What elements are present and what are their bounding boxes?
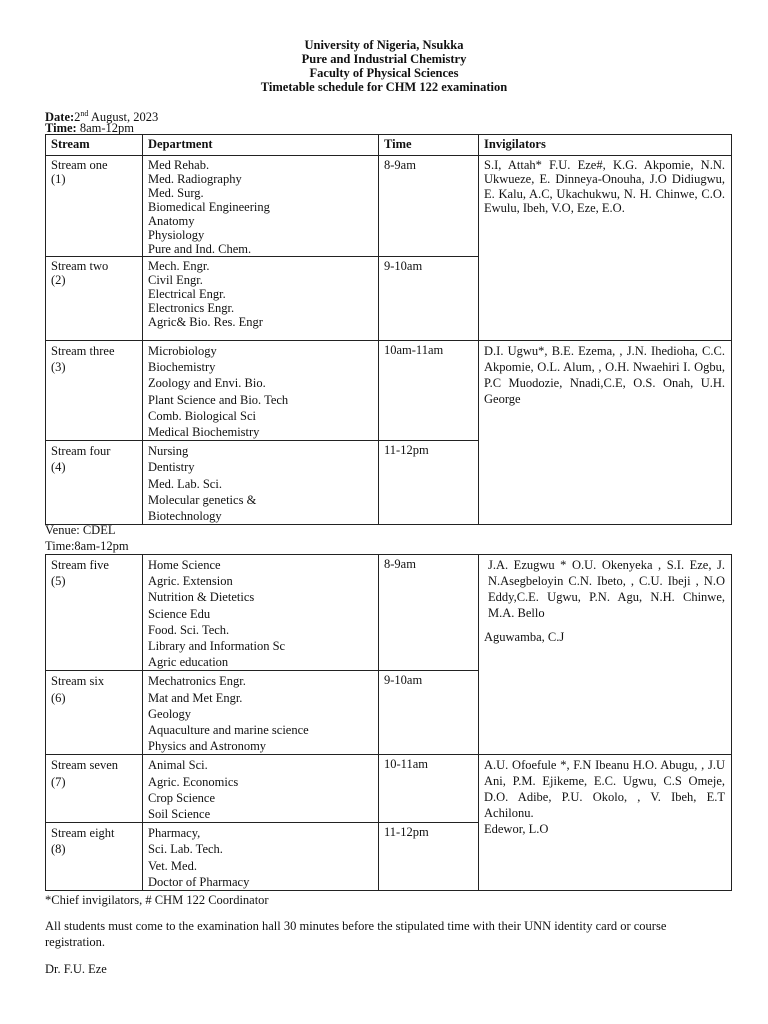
invigilators-cell [479, 755, 732, 891]
signature: Dr. F.U. Eze [45, 962, 107, 976]
table-header-row [46, 135, 732, 156]
department-cell [143, 341, 379, 441]
time-cell: 10-11am [379, 755, 479, 823]
department-item: Comb. Biological Sci [148, 408, 256, 423]
stream-name: Stream two [51, 259, 109, 273]
invigilators-list: A.U. Ofoefule *, F.N Ibeanu H.O. Abugu, , J.U Ani, P.M. Ejikeme, E.C. Ugwu, C.S Omeje, D.O. Adibe, P.U. Okolo, , V. Ibeh, E.T Achilonu. [484, 758, 725, 821]
department-item: Anatomy [148, 214, 195, 228]
department-item: Microbiology [148, 344, 217, 358]
department-item: Library and Information Sc [148, 639, 286, 654]
stream-number: (3) [51, 360, 66, 375]
department-item: Doctor of Pharmacy [148, 874, 250, 889]
department-item: Zoology and Envi. Bio. [148, 376, 266, 391]
department-item: Mech. Engr. [148, 259, 210, 273]
department-item: Med. Surg. [148, 186, 204, 200]
department-item: Agric education [148, 655, 229, 670]
stream-cell [46, 755, 143, 823]
department-cell [143, 257, 379, 341]
stream-number: (4) [51, 460, 66, 475]
department-item: Dentistry [148, 460, 195, 475]
department-name: Pure and Industrial Chemistry [301, 52, 467, 66]
time-value: 8am-12pm [76, 121, 135, 135]
stream-name: Stream six [51, 674, 105, 689]
col-header-invigilators: Invigilators [479, 135, 732, 156]
department-item: Vet. Med. [148, 858, 197, 873]
timetable-part-two [45, 554, 732, 891]
stream-name: Stream one [51, 158, 108, 172]
time-cell: 8-9am [379, 156, 479, 257]
stream-name: Stream three [51, 344, 115, 358]
department-item: Med. Radiography [148, 172, 242, 186]
stream-number: (2) [51, 273, 66, 287]
department-item: Medical Biochemistry [148, 425, 260, 440]
invigilators-extra: Edewor, L.O [484, 822, 549, 837]
department-item: Nutrition & Dietetics [148, 590, 255, 605]
department-item: Home Science [148, 558, 221, 572]
stream-cell [46, 441, 143, 525]
department-item: Agric& Bio. Res. Engr [148, 315, 263, 329]
department-item: Agric. Economics [148, 774, 239, 789]
stream-number: (6) [51, 690, 66, 705]
col-header-department: Department [143, 135, 379, 156]
department-item: Physiology [148, 228, 205, 242]
date-rest: August, 2023 [88, 110, 159, 125]
department-item: Mechatronics Engr. [148, 674, 246, 689]
stream-name: Stream eight [51, 826, 115, 841]
footnote: *Chief invigilators, # CHM 122 Coordinator [45, 893, 269, 907]
department-item: Electrical Engr. [148, 287, 226, 301]
stream-cell [46, 341, 143, 441]
table-row-stream-one [46, 156, 732, 257]
time-cell: 8-9am [379, 555, 479, 671]
department-item: Sci. Lab. Tech. [148, 842, 223, 857]
stream-number: (7) [51, 774, 66, 789]
department-item: Molecular genetics & [148, 492, 257, 507]
invigilators-cell: S.I, Attah* F.U. Eze#, K.G. Akpomie, N.N. Ukwueze, E. Dinneya-Onouha, J.O Didiugwu, E. Kalu, A.C, Ukachukwu, N. H. Chinwe, C.O. Ewulu, Ibeh, V.O, Eze, E.O. [479, 156, 732, 341]
department-item: Pharmacy, [148, 826, 201, 841]
time-cell: 11-12pm [379, 441, 479, 525]
stream-cell [46, 555, 143, 671]
invigilators-cell: D.I. Ugwu*, B.E. Ezema, , J.N. Ihedioha, C.C. Akpomie, O.L. Alum, , O.H. Nwaehiri I. Ogbu, P.C Muodozie, Nnadi,C.E, O.S. Onah, U.H. George [479, 341, 732, 525]
col-header-stream: Stream [46, 135, 143, 156]
session-time: Time:8am-12pm [45, 539, 129, 553]
department-cell [143, 671, 379, 755]
time-cell: 11-12pm [379, 823, 479, 891]
table-row-stream-five [46, 555, 732, 671]
department-item: Med. Lab. Sci. [148, 476, 222, 491]
stream-number: (8) [51, 842, 66, 857]
stream-name: Stream seven [51, 758, 118, 773]
department-item: Electronics Engr. [148, 301, 235, 315]
stream-cell [46, 671, 143, 755]
stream-number: (1) [51, 172, 66, 186]
venue: Venue: CDEL [45, 523, 116, 537]
department-item: Agric. Extension [148, 574, 233, 589]
invigilators-list: J.A. Ezugwu * O.U. Okenyeka , S.I. Eze, J. N.Asegbeloyin C.N. Ibeto, , C.U. Ibeji , N.O Eddy,C.E. Ugwu, P.N. Agu, N.H. Chinwe, M.A. Bello [488, 558, 725, 620]
stream-name: Stream four [51, 444, 111, 459]
department-item: Science Edu [148, 606, 211, 621]
department-item: Crop Science [148, 790, 215, 805]
time-cell: 9-10am [379, 257, 479, 341]
department-item: Aquaculture and marine science [148, 723, 309, 738]
time-label: Time: [45, 121, 77, 135]
stream-number: (5) [51, 574, 66, 589]
department-cell [143, 441, 379, 525]
table-row-stream-three [46, 341, 732, 441]
department-item: Biomedical Engineering [148, 200, 270, 214]
timetable-part-one [45, 134, 732, 525]
date-suffix: nd [80, 109, 89, 118]
date-day: 2 [74, 110, 81, 125]
department-item: Geology [148, 706, 192, 721]
department-item: Pure and Ind. Chem. [148, 242, 252, 256]
university-name: University of Nigeria, Nsukka [304, 38, 464, 52]
col-header-time: Time [379, 135, 479, 156]
invigilators-cell [479, 555, 732, 755]
department-item: Nursing [148, 444, 189, 459]
department-cell [143, 755, 379, 823]
department-item: Plant Science and Bio. Tech [148, 392, 289, 407]
department-item: Mat and Met Engr. [148, 690, 243, 705]
time-cell: 9-10am [379, 671, 479, 755]
department-item: Animal Sci. [148, 758, 208, 773]
department-item: Food. Sci. Tech. [148, 622, 230, 637]
department-cell [143, 555, 379, 671]
document-title: Timetable schedule for CHM 122 examination [260, 80, 508, 94]
faculty-name: Faculty of Physical Sciences [309, 66, 459, 80]
department-cell [143, 156, 379, 257]
stream-cell [46, 257, 143, 341]
department-item: Civil Engr. [148, 273, 203, 287]
department-item: Soil Science [148, 807, 211, 822]
stream-cell [46, 823, 143, 891]
stream-name: Stream five [51, 558, 109, 572]
department-item: Med Rehab. [148, 158, 210, 172]
department-item: Biotechnology [148, 509, 222, 524]
exam-time [45, 121, 134, 135]
table-row-stream-seven [46, 755, 732, 823]
time-cell: 10am-11am [379, 341, 479, 441]
date-label: Date: [45, 110, 75, 125]
department-item: Physics and Astronomy [148, 739, 267, 754]
stream-cell [46, 156, 143, 257]
department-cell [143, 823, 379, 891]
department-item: Biochemistry [148, 360, 216, 375]
invigilators-extra: Aguwamba, C.J [484, 630, 565, 644]
instruction-note: All students must come to the examination hall 30 minutes before the stipulated time with their UNN identity card or course registration. [45, 919, 667, 949]
